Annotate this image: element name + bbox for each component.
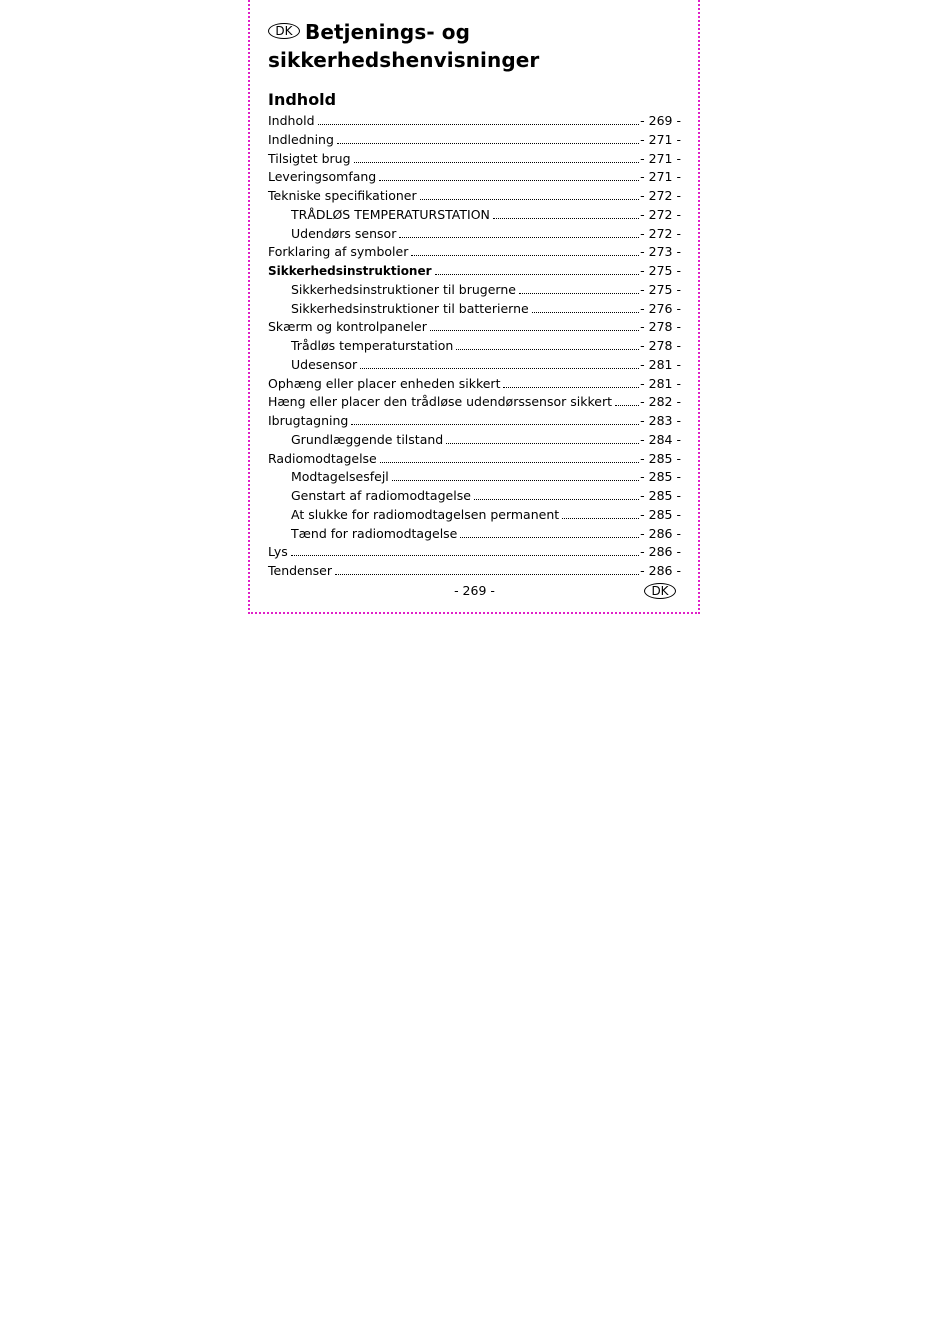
toc-entry-page: - 286 - [640,563,681,578]
toc-heading: Indhold [268,90,337,109]
toc-dot-leader [562,508,639,519]
toc-dot-leader [474,489,639,500]
toc-dot-leader [380,452,639,463]
toc-dot-leader [503,377,639,388]
page-footer [268,582,681,602]
toc-dot-leader [351,414,639,425]
toc-entry-label: Forklaring af symboler [268,244,409,260]
toc-entry[interactable] [268,525,681,544]
toc-entry[interactable] [268,543,681,562]
toc-entry-label: Tilsigtet brug [268,150,351,166]
toc-dot-leader [291,545,639,556]
toc-entry[interactable] [268,337,681,356]
toc-entry-label: Hæng eller placer den trådløse udendørssensor sikkert [268,394,612,410]
toc-entry[interactable] [268,131,681,150]
toc-dot-leader [379,170,639,181]
toc-entry-page: - 284 - [640,431,681,447]
toc-entry[interactable] [268,168,681,187]
toc-entry-label: Modtagelsesfejl [291,469,389,485]
toc-entry[interactable] [268,318,681,337]
title-line-1: Betjenings- og [305,20,471,44]
toc-entry-label: Leveringsomfang [268,169,377,185]
document-page [248,0,700,614]
toc-entry-label: Tendenser [268,563,333,578]
toc-dot-leader [430,320,639,331]
toc-entry[interactable] [268,262,681,281]
toc-entry-page: - 275 - [640,281,681,297]
toc-entry-label: Udesensor [291,356,358,372]
toc-entry-page: - 276 - [640,300,681,316]
toc-entry-label: Udendørs sensor [291,225,397,241]
toc-dot-leader [460,527,639,538]
toc-entry[interactable] [268,281,681,300]
toc-entry[interactable] [268,206,681,225]
toc-entry-label: Sikkerhedsinstruktioner til batterierne [291,300,529,316]
toc-entry[interactable] [268,487,681,506]
toc-entry[interactable] [268,112,681,131]
toc-entry-page: - 278 - [640,319,681,335]
toc-entry[interactable] [268,243,681,262]
toc-dot-leader [335,564,639,575]
toc-entry-label: Lys [268,544,288,560]
toc-entry[interactable] [268,375,681,394]
title-line-2: sikkerhedshenvisninger [268,48,540,72]
toc-entry-page: - 272 - [640,206,681,222]
toc-entry-page: - 281 - [640,375,681,391]
toc-entry-label: Indhold [268,113,315,128]
toc-entry-label: Ibrugtagning [268,413,349,428]
toc-entry[interactable] [268,450,681,469]
toc-entry[interactable] [268,562,681,581]
toc-entry-label: Ophæng eller placer enheden sikkert [268,375,501,391]
toc-entry[interactable] [268,393,681,412]
toc-entry-page: - 273 - [640,244,681,260]
toc-dot-leader [493,208,639,219]
toc-dot-leader [519,283,639,294]
toc-entry-page: - 272 - [640,225,681,241]
footer-language-badge: DK [644,583,676,599]
toc-entry[interactable] [268,468,681,487]
toc-entry[interactable] [268,431,681,450]
toc-dot-leader [411,245,639,256]
toc-entry-label: Genstart af radiomodtagelse [291,488,471,503]
toc-dot-leader [615,395,639,406]
toc-entry-page: - 271 - [640,131,681,147]
toc-entry-label: Trådløs temperaturstation [291,338,454,353]
page-content [268,18,681,581]
toc-dot-leader [318,114,640,125]
toc-entry[interactable] [268,506,681,525]
toc-entry-page: - 272 - [640,188,681,203]
toc-entry[interactable] [268,225,681,244]
language-badge: DK [268,23,300,39]
toc-entry-page: - 285 - [640,450,681,466]
toc-entry[interactable] [268,356,681,375]
toc-entry-page: - 283 - [640,413,681,428]
toc-entry-label: TRÅDLØS TEMPERATURSTATION [291,206,490,222]
toc-dot-leader [435,264,640,275]
toc-entry-label: Grundlæggende tilstand [291,431,444,447]
toc-entry-page: - 282 - [640,394,681,410]
toc-dot-leader [337,133,639,144]
toc-dot-leader [446,433,639,444]
toc-entry-page: - 285 - [640,506,681,522]
toc-entry-page: - 286 - [640,525,681,541]
toc-entry[interactable] [268,150,681,169]
toc-entry-page: - 275 - [640,263,681,278]
toc-dot-leader [456,339,639,350]
toc-entry-page: - 271 - [640,169,681,185]
toc-entry-page: - 285 - [640,488,681,503]
toc-entry-label: Tekniske specifikationer [268,188,417,203]
toc-entry-page: - 286 - [640,544,681,560]
table-of-contents [268,112,681,581]
toc-entry[interactable] [268,300,681,319]
toc-entry-page: - 285 - [640,469,681,485]
footer-page-number: - 269 - [454,583,495,598]
toc-entry[interactable] [268,412,681,431]
toc-entry-label: Sikkerhedsinstruktioner til brugerne [291,281,516,297]
toc-entry-label: At slukke for radiomodtagelsen permanent [291,506,560,522]
toc-dot-leader [420,189,640,200]
toc-entry[interactable] [268,187,681,206]
toc-dot-leader [532,302,639,313]
page-title [268,18,681,74]
toc-entry-label: Sikkerhedsinstruktioner [268,264,432,278]
toc-entry-page: - 278 - [640,338,681,353]
toc-entry-page: - 269 - [640,113,681,128]
toc-entry-label: Skærm og kontrolpaneler [268,319,427,335]
toc-entry-page: - 271 - [640,150,681,166]
toc-dot-leader [360,358,639,369]
toc-dot-leader [392,470,639,481]
toc-entry-label: Indledning [268,131,334,147]
toc-dot-leader [354,152,640,163]
toc-dot-leader [399,227,639,238]
toc-entry-label: Tænd for radiomodtagelse [291,525,458,541]
toc-entry-page: - 281 - [640,356,681,372]
toc-entry-label: Radiomodtagelse [268,450,377,466]
